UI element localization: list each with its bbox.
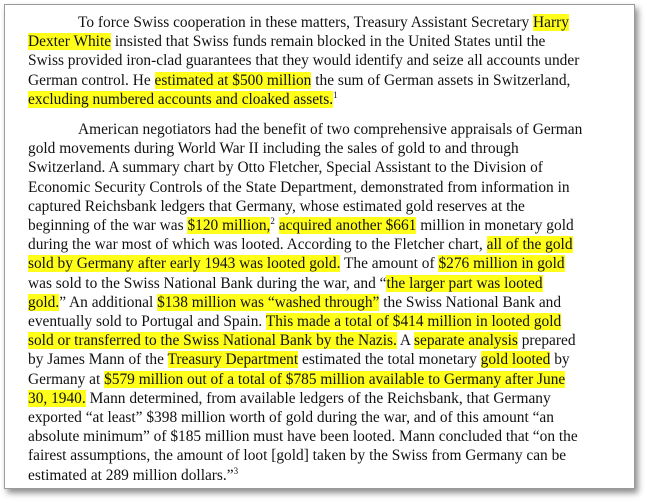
highlighted-text: acquired another $661	[278, 217, 417, 235]
highlighted-text: Treasury Department	[167, 351, 299, 369]
text-line	[28, 293, 620, 312]
text-line	[28, 90, 620, 109]
highlighted-text: excluding numbered accounts and cloaked assets.	[28, 90, 334, 108]
footnote-marker: 1	[333, 89, 338, 100]
text-run: captured Reichsbank ledgers that Germany, whose estimated gold reserves at the	[28, 197, 525, 215]
highlighted-text: sold by Germany after early 1943 was looted gold.	[28, 255, 341, 273]
highlighted-text: the larger part was looted	[386, 274, 543, 292]
document-page	[4, 4, 635, 489]
text-run: American negotiators had the benefit of two comprehensive appraisals of German	[78, 121, 583, 139]
highlighted-text: $276 million in gold	[438, 255, 565, 273]
text-line	[28, 370, 620, 389]
text-line	[28, 32, 620, 51]
text-line	[28, 331, 620, 350]
text-run: estimated the total monetary	[298, 351, 481, 369]
text-line	[28, 13, 620, 32]
text-run: the sum of German assets in Switzerland,	[311, 71, 571, 89]
text-run: beginning of the war was	[28, 217, 188, 235]
text-run: The amount of	[340, 255, 439, 273]
text-line	[28, 158, 620, 177]
text-line	[28, 216, 620, 235]
text-line	[28, 254, 620, 273]
text-line	[28, 312, 620, 331]
text-run: exported “at least” $398 million worth of gold during the war, and of this amount “an	[28, 409, 554, 427]
text-run: by James Mann of the	[28, 351, 168, 369]
text-run: To force Swiss cooperation in these matters, Treasury Assistant Secretary	[78, 14, 533, 31]
text-line	[28, 446, 620, 465]
text-run: by	[550, 351, 570, 369]
text-line	[28, 389, 620, 408]
text-line	[28, 466, 620, 485]
text-run: German control. He	[28, 71, 155, 89]
highlighted-text: $579 million out of a total of $785 million available to Germany after June	[104, 370, 566, 388]
document-body	[28, 13, 620, 485]
highlighted-text: Dexter White	[28, 33, 112, 51]
highlighted-text: all of the gold	[486, 236, 573, 254]
text-line	[28, 71, 620, 90]
text-run: Mann determined, from available ledgers of the Reichsbank, that Germany	[85, 389, 551, 407]
text-run: during the war most of which was looted. According to the Fletcher chart,	[28, 236, 487, 254]
text-run: Economic Security Controls of the State Department, demonstrated from information in	[28, 178, 570, 196]
highlighted-text: $120 million,	[187, 217, 271, 235]
text-run: prepared	[517, 332, 576, 350]
text-run: gold movements during World War II including the sales of gold to and through	[28, 140, 519, 158]
text-line	[28, 427, 620, 446]
highlighted-text: Harry	[533, 14, 569, 31]
highlighted-text: sold or transferred to the Swiss National Bank by the Nazis.	[28, 332, 397, 350]
text-run: estimated at 289 million dollars.”	[28, 466, 234, 484]
highlighted-text: estimated at $500 million	[154, 71, 312, 89]
text-run: Switzerland. A summary chart by Otto Fletcher, Special Assistant to the Division of	[28, 159, 543, 177]
footnote-marker: 3	[233, 465, 239, 476]
paragraph-1	[28, 13, 620, 109]
text-run: was sold to the Swiss National Bank during the war, and “	[28, 274, 387, 292]
highlighted-text: $138 million was “washed through”	[157, 293, 380, 311]
text-run: fairest assumptions, the amount of loot [gold] taken by the Swiss from Germany can be	[28, 447, 567, 465]
paragraph-2	[28, 120, 620, 485]
highlighted-text: separate analysis	[414, 332, 518, 350]
text-run: absolute minimum” of $185 million must have been looted. Mann concluded that “on the	[28, 428, 578, 446]
highlighted-text: This made a total of $414 million in looted gold	[265, 313, 562, 331]
text-run: the Swiss National Bank and	[379, 293, 562, 311]
text-run: Germany at	[28, 370, 105, 388]
footnote-marker: 2	[270, 216, 275, 227]
text-line	[28, 120, 620, 139]
highlighted-text: gold.	[28, 293, 60, 311]
text-line	[28, 51, 620, 70]
text-run: eventually sold to Portugal and Spain.	[28, 313, 266, 331]
text-line	[28, 197, 620, 216]
text-run: insisted that Swiss funds remain blocked in the United States until the	[111, 33, 546, 51]
text-line	[28, 139, 620, 158]
highlighted-text: gold looted	[480, 351, 551, 369]
text-line	[28, 235, 620, 254]
text-line	[28, 178, 620, 197]
text-run: Swiss provided iron-clad guarantees that they would identify and seize all accounts under	[28, 52, 580, 70]
text-run: ” An additional	[59, 293, 158, 311]
text-run: million in monetary gold	[416, 217, 574, 235]
text-line	[28, 274, 620, 293]
text-run: A	[396, 332, 414, 350]
text-line	[28, 408, 620, 427]
highlighted-text: 30, 1940.	[28, 389, 86, 407]
text-line	[28, 350, 620, 369]
